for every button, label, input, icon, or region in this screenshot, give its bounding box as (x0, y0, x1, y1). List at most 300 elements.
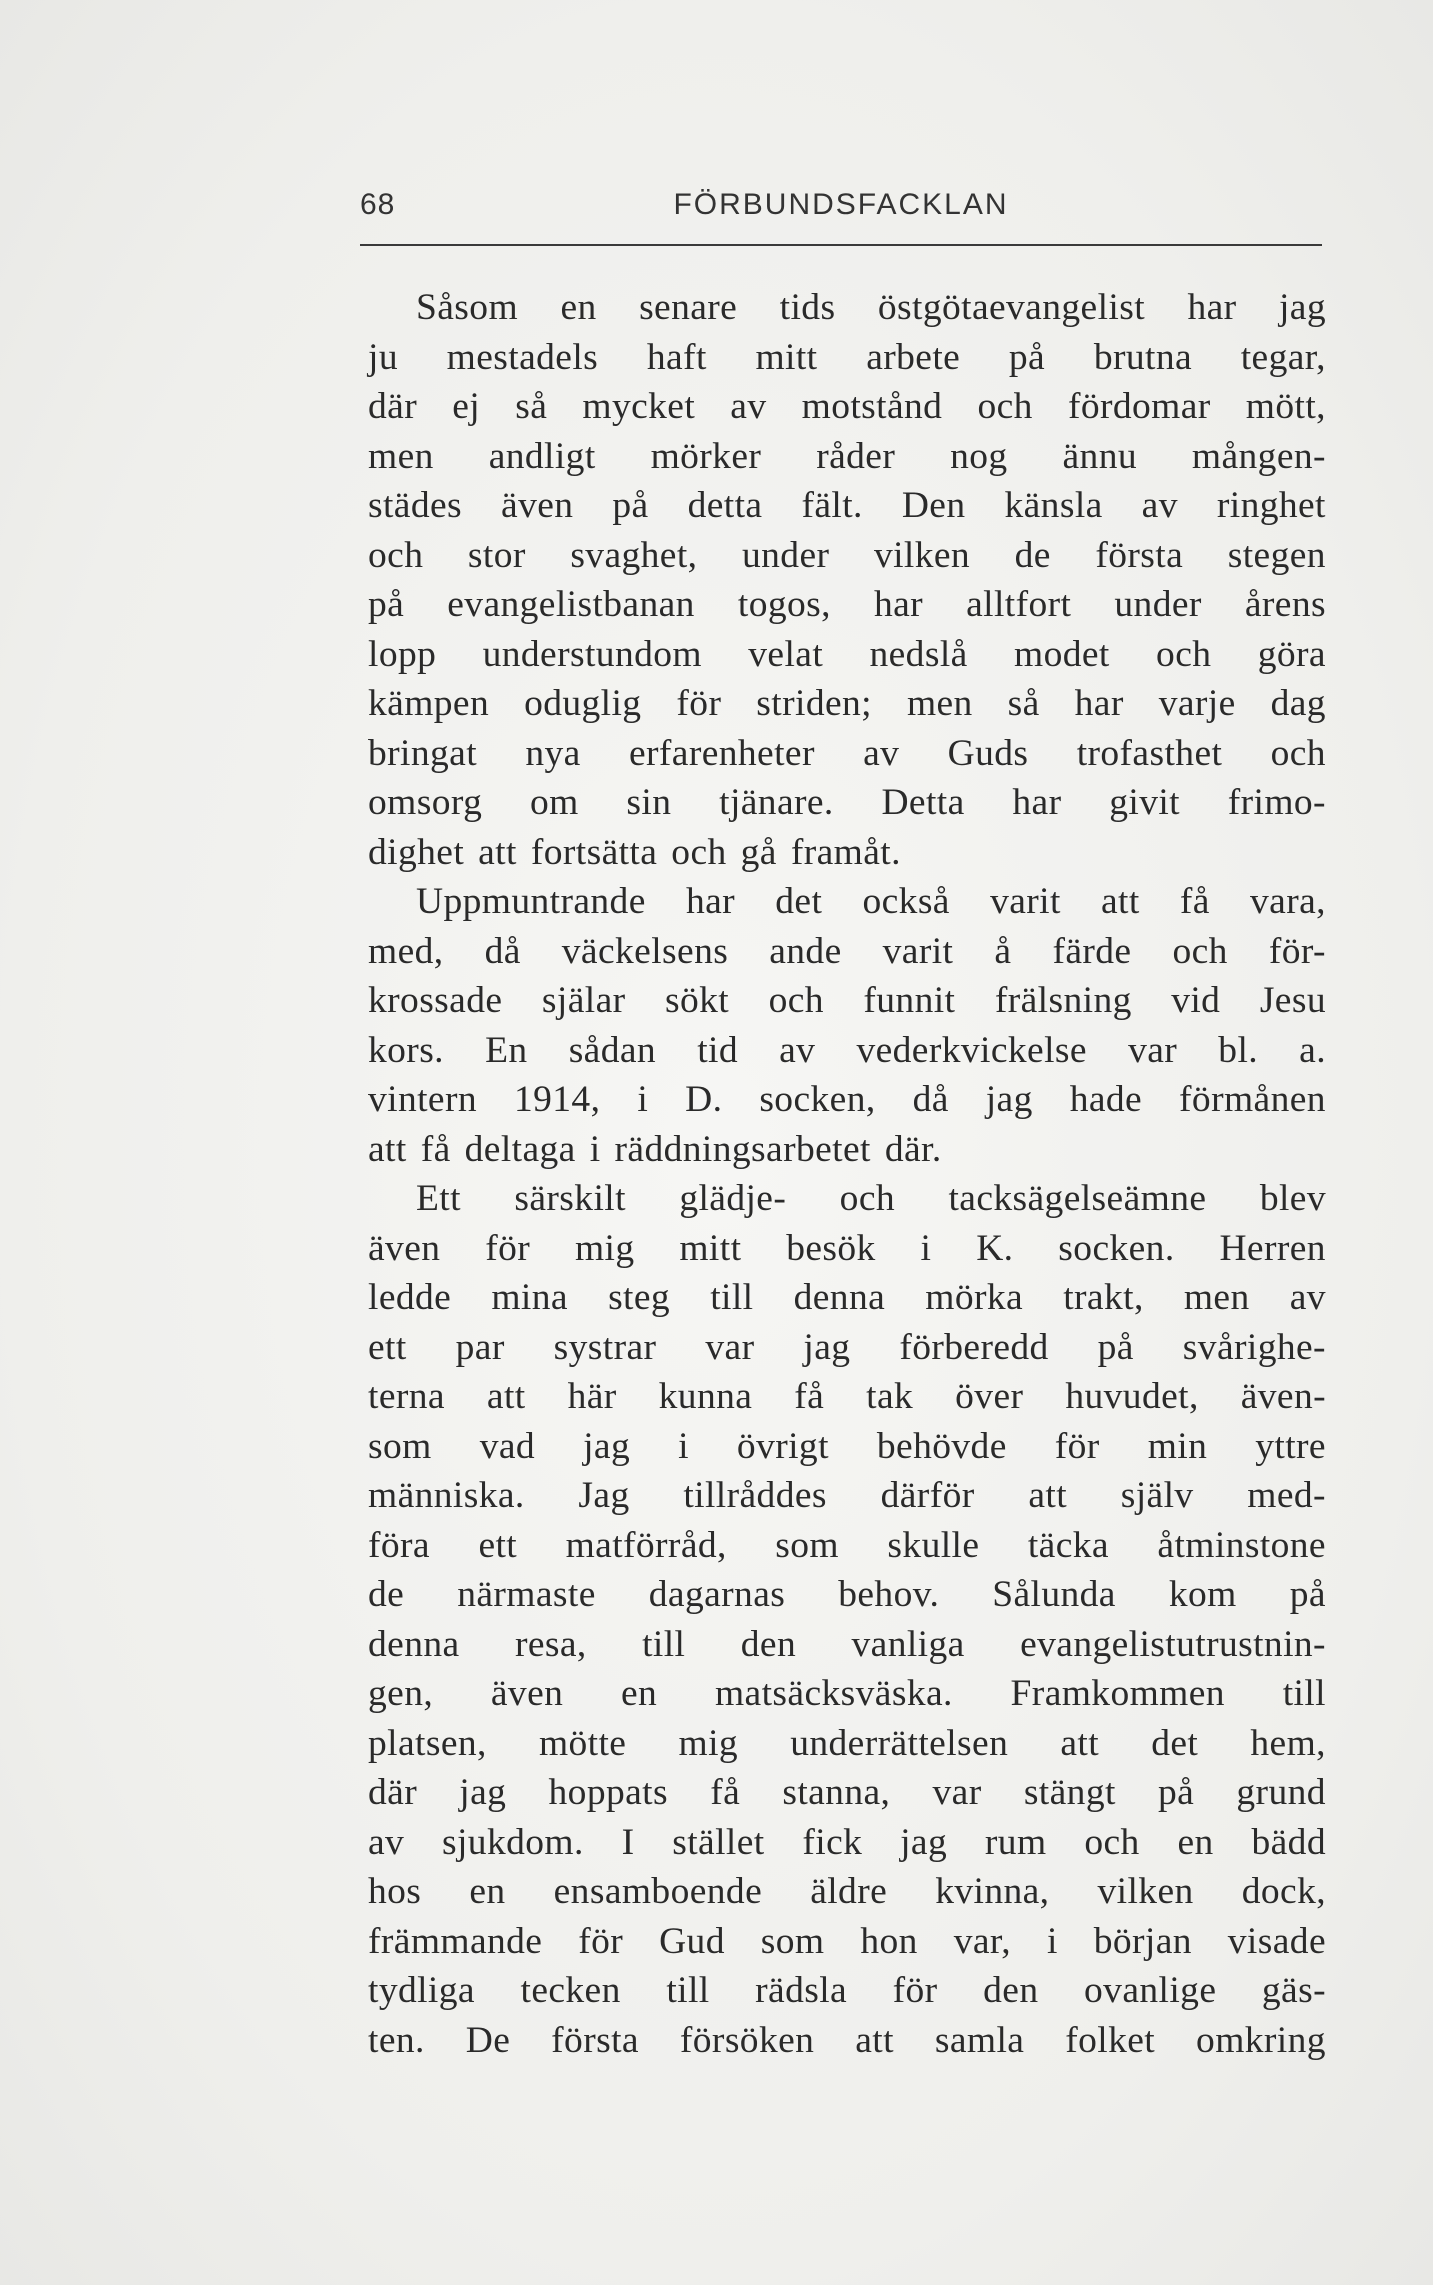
text-line (368, 481, 1326, 531)
text-line (368, 333, 1326, 383)
word: på (1289, 1574, 1326, 1615)
word: med, (368, 930, 444, 972)
word: De (465, 2019, 511, 2061)
text-line (368, 1570, 1326, 1620)
word: fick (802, 1821, 863, 1863)
word: I (621, 1821, 635, 1863)
word: jag (459, 1772, 507, 1813)
word: ännu (1062, 435, 1137, 477)
word: Sålunda (992, 1574, 1116, 1615)
text-line (368, 1372, 1326, 1422)
word: motstånd (801, 386, 943, 427)
word: tydliga (368, 1970, 475, 2011)
word: där. (884, 1128, 942, 1170)
word: även (501, 485, 574, 526)
word: förberedd (899, 1326, 1049, 1368)
word: togos, (737, 584, 831, 625)
word: Herren (1219, 1227, 1326, 1269)
word: av (1141, 485, 1178, 526)
word: deltaga (464, 1128, 576, 1170)
word: det (775, 881, 823, 922)
word: andligt (488, 435, 596, 477)
word: sökt (664, 980, 730, 1021)
word: givit (1109, 782, 1180, 823)
word: en (621, 1673, 658, 1714)
word: understundom (482, 633, 702, 675)
word: i (637, 1079, 649, 1120)
word: mången- (1191, 435, 1326, 477)
word: skulle (887, 1524, 980, 1566)
word: har (873, 584, 924, 625)
word: varje (1158, 683, 1236, 724)
word: socken, (759, 1079, 876, 1120)
word: jag (1278, 287, 1326, 328)
word: nog (950, 435, 1008, 477)
word: Jag (578, 1475, 630, 1516)
word: men (906, 683, 973, 724)
word: för (485, 1227, 531, 1269)
word: och (839, 1178, 896, 1219)
word: fält. (801, 485, 863, 526)
word: vintern (368, 1079, 478, 1120)
word: första (551, 2019, 639, 2061)
word: av (863, 732, 900, 774)
word: alltfort (966, 584, 1072, 625)
word: gäs- (1261, 1970, 1326, 2011)
word: att (368, 1128, 407, 1170)
word: detta (687, 485, 763, 526)
word: vederkvickelse (856, 1029, 1087, 1071)
word: ett (368, 1326, 407, 1368)
word: för (892, 1970, 938, 2011)
word: den (983, 1970, 1039, 2011)
body-text (368, 283, 1326, 2065)
word: Den (901, 485, 966, 526)
word: särskilt (514, 1178, 626, 1219)
word: och (671, 831, 727, 873)
word: min (1147, 1425, 1208, 1467)
word: också (862, 881, 950, 922)
word: vad (479, 1425, 536, 1467)
word: har (1187, 287, 1237, 328)
word: själv (1120, 1475, 1194, 1516)
word: känsla (1004, 485, 1103, 526)
word: striden; (756, 683, 872, 724)
word: främmande (368, 1920, 543, 1962)
text-line (368, 1521, 1326, 1571)
text-line (368, 1273, 1326, 1323)
word: förmånen (1179, 1079, 1326, 1120)
word: av (779, 1029, 816, 1071)
word: i (1046, 1920, 1058, 1962)
word: att (855, 2019, 894, 2061)
word: hem, (1250, 1722, 1326, 1764)
text-line (368, 1174, 1326, 1224)
word: då (484, 930, 521, 972)
word: ten. (368, 2019, 425, 2061)
word: omkring (1196, 2019, 1326, 2061)
word: städes (368, 485, 463, 526)
word: fortsätta (530, 831, 658, 873)
text-line (368, 432, 1326, 482)
word: har (1074, 683, 1124, 724)
word: ett (478, 1524, 518, 1566)
word: å (994, 930, 1012, 972)
word: a. (1299, 1029, 1326, 1071)
word: var (1128, 1029, 1178, 1071)
word: evangelistbanan (447, 584, 695, 625)
word: mig (678, 1722, 739, 1764)
word: även- (1240, 1376, 1326, 1417)
word: för (676, 683, 722, 724)
word: och (768, 980, 824, 1021)
word: råder (816, 435, 896, 477)
word: till (642, 1623, 686, 1665)
word: Uppmuntrande (416, 881, 646, 922)
word: dock, (1241, 1871, 1326, 1912)
word: vara, (1250, 881, 1326, 922)
word: velat (748, 633, 824, 675)
word: och (977, 386, 1033, 427)
word: krossade (368, 980, 503, 1021)
word: tacksägelseämne (948, 1178, 1207, 1219)
word: sjukdom. (442, 1821, 584, 1863)
text-line (368, 828, 1326, 878)
word: äldre (810, 1871, 888, 1912)
word: vilken (873, 534, 971, 576)
word: kors. (368, 1029, 444, 1071)
text-line (368, 679, 1326, 729)
word: 1914, (513, 1079, 601, 1120)
word: övrigt (736, 1425, 829, 1467)
word: en (469, 1871, 506, 1912)
text-line (368, 778, 1326, 828)
word: föra (368, 1524, 430, 1566)
word: K. (976, 1227, 1014, 1269)
word: till (1282, 1673, 1326, 1714)
text-line (368, 1471, 1326, 1521)
word: mitt (755, 336, 818, 378)
word: av (368, 1821, 405, 1863)
word: årens (1244, 584, 1326, 625)
word: den (740, 1623, 797, 1665)
text-line (368, 877, 1326, 927)
word: brutna (1093, 336, 1193, 378)
word: grund (1236, 1772, 1326, 1813)
word: för- (1268, 930, 1326, 972)
text-line (368, 729, 1326, 779)
text-line (368, 1075, 1326, 1125)
word: var, (953, 1920, 1012, 1962)
word: tjänare. (719, 782, 834, 823)
word: trakt, (1063, 1277, 1144, 1318)
word: jag (803, 1326, 851, 1368)
word: mitt (679, 1227, 742, 1269)
text-line (368, 1026, 1326, 1076)
word: som (775, 1524, 839, 1566)
word: få (794, 1376, 825, 1417)
word: socken. (1058, 1227, 1175, 1269)
word: få (710, 1772, 741, 1813)
word: frimo- (1227, 782, 1326, 823)
word: täcka (1027, 1524, 1109, 1566)
word: matsäcksväska. (714, 1673, 953, 1714)
word: början (1093, 1920, 1192, 1962)
word: bl. (1218, 1029, 1259, 1071)
word: rädsla (755, 1970, 848, 2011)
word: där (368, 1772, 418, 1813)
word: erfarenheter (628, 732, 815, 774)
word: rum (984, 1821, 1047, 1863)
word: att (1028, 1475, 1068, 1516)
word: på (612, 485, 649, 526)
word: mycket (582, 386, 696, 427)
text-line (368, 1224, 1326, 1274)
word: vanliga (851, 1623, 965, 1665)
word: var (705, 1326, 755, 1368)
word: tid (697, 1029, 738, 1071)
word: om (529, 782, 579, 823)
word: mig (574, 1227, 635, 1269)
word: terna (368, 1376, 445, 1417)
word: över (955, 1376, 1024, 1417)
word: till (710, 1277, 754, 1318)
word: varit (990, 881, 1061, 922)
word: stegen (1227, 534, 1326, 576)
word: besök (786, 1227, 876, 1269)
text-line (368, 382, 1326, 432)
word: tecken (520, 1970, 621, 2011)
word: hade (1069, 1079, 1143, 1120)
word: behövde (876, 1425, 1007, 1467)
text-line (368, 976, 1326, 1026)
word: Såsom (416, 287, 519, 328)
word: i (678, 1425, 689, 1467)
word: en (1177, 1821, 1214, 1863)
word: de (1014, 534, 1051, 576)
word: med- (1247, 1475, 1326, 1516)
word: under (742, 534, 830, 576)
word: glädje- (679, 1178, 787, 1219)
word: stor (467, 534, 526, 576)
word: gen, (368, 1673, 434, 1714)
word: för (1054, 1425, 1100, 1467)
word: evangelistutrustnin- (1020, 1623, 1326, 1665)
word: underrättelsen (790, 1722, 1009, 1764)
word: platsen, (368, 1722, 487, 1764)
word: och (368, 534, 424, 576)
text-line (368, 2016, 1326, 2066)
word: tillråddes (683, 1475, 827, 1516)
word: åtminstone (1157, 1524, 1326, 1566)
word: stället (672, 1821, 765, 1863)
word: vilken (1097, 1871, 1194, 1912)
word: på (1097, 1326, 1134, 1368)
word: ensamboende (553, 1871, 763, 1912)
word: behov. (838, 1574, 940, 1615)
word: Guds (947, 732, 1029, 774)
word: svaghet, (570, 534, 698, 576)
word: att (478, 831, 517, 873)
word: närmaste (457, 1574, 596, 1615)
word: jag (985, 1079, 1033, 1120)
word: stängt (1023, 1772, 1116, 1813)
word: till (666, 1970, 710, 2011)
word: på (1008, 336, 1046, 378)
word: av (730, 386, 767, 427)
word: En (485, 1029, 528, 1071)
word: första (1095, 534, 1184, 576)
word: Detta (881, 782, 965, 823)
page-header (360, 188, 1322, 246)
word: mestadels (446, 336, 599, 378)
word: yttre (1255, 1425, 1326, 1467)
word: då (912, 1079, 949, 1120)
word: så (1007, 683, 1040, 724)
word: bädd (1251, 1821, 1326, 1863)
text-line (368, 1966, 1326, 2016)
text-line (368, 1669, 1326, 1719)
word: Framkommen (1010, 1673, 1225, 1714)
word: och (1084, 1821, 1140, 1863)
word: människa. (368, 1475, 525, 1516)
word: östgötaevangelist (877, 287, 1146, 328)
word: jag (583, 1425, 631, 1467)
word: jag (900, 1821, 948, 1863)
word: matförråd, (565, 1524, 727, 1566)
word: trofasthet (1076, 732, 1223, 774)
word: på (1158, 1772, 1195, 1813)
word: hos (368, 1871, 422, 1912)
word: få (420, 1128, 451, 1170)
word: var (932, 1772, 982, 1813)
word: de (368, 1574, 405, 1615)
word: ju (368, 336, 398, 378)
word: som (760, 1920, 825, 1962)
word: själar (541, 980, 626, 1021)
word: systrar (553, 1326, 657, 1368)
word: par (455, 1326, 505, 1368)
word: varit (882, 930, 954, 972)
text-line (368, 1323, 1326, 1373)
word: att (1101, 881, 1140, 922)
word: ringhet (1216, 485, 1326, 526)
text-line (368, 1719, 1326, 1769)
page-number: 68 (360, 188, 396, 221)
word: hon (860, 1920, 918, 1962)
word: väckelsens (561, 930, 729, 972)
word: svårighe- (1182, 1326, 1326, 1368)
word: Jesu (1259, 980, 1326, 1021)
word: arbete (866, 336, 961, 378)
word: och (1156, 633, 1212, 675)
word: färde (1052, 930, 1132, 972)
word: kämpen (368, 683, 490, 724)
word: oduglig (524, 683, 642, 724)
word: lopp (368, 633, 437, 675)
word: D. (685, 1079, 723, 1120)
word: vid (1171, 980, 1221, 1021)
text-line (368, 1125, 1326, 1175)
word: för (578, 1920, 624, 1962)
word: fördomar (1067, 386, 1211, 427)
text-line (368, 630, 1326, 680)
word: tak (866, 1376, 914, 1417)
word: mötte (538, 1722, 627, 1764)
word: i (920, 1227, 932, 1269)
word: det (1151, 1722, 1199, 1764)
word: ej (452, 386, 481, 427)
running-head: FÖRBUNDSFACKLAN (673, 188, 1009, 221)
word: denna (368, 1623, 460, 1665)
word: mörka (925, 1277, 1024, 1318)
word: huvudet, (1065, 1376, 1199, 1417)
text-line (368, 927, 1326, 977)
word: resa, (514, 1623, 587, 1665)
word: folket (1065, 2019, 1156, 2061)
word: sådan (568, 1029, 657, 1071)
word: på (368, 584, 405, 625)
word: gå (740, 831, 777, 873)
word: men (368, 435, 434, 477)
word: där (368, 386, 418, 427)
word: så (515, 386, 548, 427)
word: Gud (659, 1920, 725, 1962)
word: även (368, 1227, 441, 1269)
word: som (368, 1425, 432, 1467)
word: dighet (368, 831, 465, 873)
word: därför (880, 1475, 975, 1516)
word: blev (1259, 1178, 1326, 1219)
word: sin (626, 782, 672, 823)
word: att (486, 1376, 526, 1417)
word: kom (1168, 1574, 1237, 1615)
word: dag (1270, 683, 1326, 724)
word: att (1060, 1722, 1100, 1764)
text-line (368, 1422, 1326, 1472)
word: ledde (368, 1277, 452, 1318)
word: i (589, 1128, 601, 1170)
word: här (567, 1376, 617, 1417)
text-line (368, 1917, 1326, 1967)
word: räddningsarbetet (614, 1128, 871, 1170)
word: omsorg (368, 782, 483, 823)
word: frälsning (994, 980, 1132, 1021)
word: bringat (368, 732, 478, 774)
word: nedslå (869, 633, 968, 675)
word: mina (491, 1277, 568, 1318)
word: samla (934, 2019, 1025, 2061)
word: tids (779, 287, 836, 328)
word: hoppats (548, 1772, 668, 1813)
word: försöken (679, 2019, 815, 2061)
word: nya (525, 732, 581, 774)
word: få (1179, 881, 1210, 922)
word: framåt. (790, 831, 901, 873)
word: haft (646, 336, 707, 378)
word: har (685, 881, 736, 922)
word: Ett (416, 1178, 461, 1219)
text-line (368, 1867, 1326, 1917)
word: mött, (1245, 386, 1326, 427)
word: ovanlige (1084, 1970, 1217, 2011)
word: tegar, (1240, 336, 1326, 378)
word: ande (769, 930, 842, 972)
word: mörker (650, 435, 762, 477)
text-line (368, 580, 1326, 630)
word: modet (1014, 633, 1110, 675)
word: av (1289, 1277, 1326, 1318)
